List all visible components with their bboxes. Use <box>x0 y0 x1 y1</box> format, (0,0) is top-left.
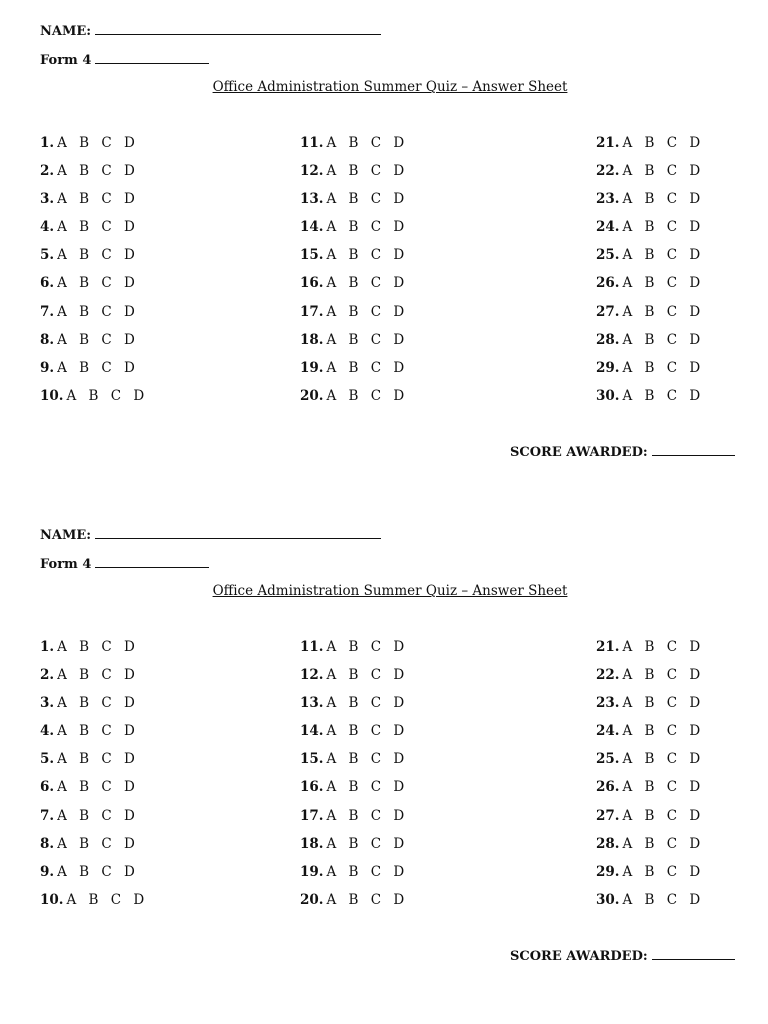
answer-options[interactable]: A B C D <box>326 359 409 376</box>
question-number: 8. <box>40 835 55 852</box>
answer-options[interactable]: A B C D <box>622 275 705 292</box>
form-blank[interactable] <box>95 555 209 568</box>
question-row <box>300 218 408 246</box>
question-row <box>40 274 148 302</box>
question-row <box>300 638 408 666</box>
question-row <box>40 807 148 835</box>
answer-options[interactable]: A B C D <box>66 387 149 404</box>
question-row <box>596 694 704 722</box>
question-row <box>596 134 704 162</box>
question-row <box>300 303 408 331</box>
answer-options[interactable]: A B C D <box>57 275 139 292</box>
sheet-title: Office Administration Summer Quiz – Answer Sheet <box>212 583 568 599</box>
question-number: 26. <box>596 779 620 796</box>
answer-options[interactable]: A B C D <box>326 779 409 796</box>
form-blank[interactable] <box>95 51 209 64</box>
question-row <box>300 694 408 722</box>
question-row <box>300 134 408 162</box>
answer-options[interactable]: A B C D <box>622 303 705 320</box>
question-number: 6. <box>40 275 55 292</box>
answer-options[interactable]: A B C D <box>622 163 705 180</box>
question-number: 26. <box>596 275 620 292</box>
answer-sheet <box>0 504 768 984</box>
question-number: 27. <box>596 807 620 824</box>
answer-options[interactable]: A B C D <box>57 359 139 376</box>
question-row <box>40 162 148 190</box>
question-row <box>40 638 148 666</box>
question-row <box>300 835 408 863</box>
question-row <box>596 863 704 891</box>
answer-options[interactable]: A B C D <box>326 723 409 740</box>
question-number: 7. <box>40 303 55 320</box>
question-number: 4. <box>40 723 55 740</box>
answer-options[interactable]: A B C D <box>326 891 409 908</box>
question-number: 9. <box>40 863 55 880</box>
question-number: 21. <box>596 639 620 655</box>
question-row <box>596 807 704 835</box>
question-number: 20. <box>300 891 324 908</box>
question-number: 2. <box>40 667 55 684</box>
answer-options[interactable]: A B C D <box>57 723 139 740</box>
question-number: 14. <box>300 219 324 236</box>
question-number: 12. <box>300 667 324 684</box>
question-number: 17. <box>300 807 324 824</box>
question-number: 21. <box>596 135 620 151</box>
question-number: 5. <box>40 247 55 264</box>
score-blank[interactable] <box>652 947 735 960</box>
question-row <box>596 331 704 359</box>
question-row <box>300 274 408 302</box>
answer-options[interactable]: A B C D <box>622 807 705 824</box>
question-row <box>300 359 408 387</box>
question-number: 29. <box>596 863 620 880</box>
question-column <box>40 638 148 919</box>
question-row <box>40 750 148 778</box>
answer-options[interactable]: A B C D <box>57 303 139 320</box>
question-row <box>40 863 148 891</box>
answer-options[interactable]: A B C D <box>57 191 139 208</box>
form-line <box>40 555 209 572</box>
answer-options[interactable]: A B C D <box>326 303 409 320</box>
question-number: 11. <box>300 639 324 655</box>
question-row <box>40 331 148 359</box>
answer-options[interactable]: A B C D <box>622 863 705 880</box>
question-row <box>596 666 704 694</box>
question-number: 23. <box>596 191 620 208</box>
score-line <box>510 947 735 964</box>
name-blank[interactable] <box>95 22 381 35</box>
answer-options[interactable]: A B C D <box>57 163 139 180</box>
name-label: NAME: <box>40 528 92 543</box>
question-number: 27. <box>596 303 620 320</box>
answer-options[interactable]: A B C D <box>57 667 139 684</box>
question-number: 13. <box>300 695 324 712</box>
answer-options[interactable]: A B C D <box>622 723 705 740</box>
question-row <box>40 387 148 415</box>
question-row <box>596 190 704 218</box>
question-number: 30. <box>596 891 620 908</box>
question-row <box>596 891 704 919</box>
question-row <box>300 778 408 806</box>
answer-options[interactable]: A B C D <box>326 835 409 852</box>
question-row <box>300 331 408 359</box>
question-column <box>300 134 408 415</box>
question-number: 28. <box>596 835 620 852</box>
answer-options[interactable]: A B C D <box>622 135 705 151</box>
question-number: 16. <box>300 779 324 796</box>
question-row <box>40 835 148 863</box>
question-row <box>40 694 148 722</box>
question-row <box>596 246 704 274</box>
question-number: 22. <box>596 163 620 180</box>
question-number: 25. <box>596 751 620 768</box>
answer-options[interactable]: A B C D <box>326 639 409 655</box>
question-row <box>596 387 704 415</box>
answer-options[interactable]: A B C D <box>57 751 139 768</box>
answer-options[interactable]: A B C D <box>57 135 139 151</box>
question-row <box>40 778 148 806</box>
answer-options[interactable]: A B C D <box>622 835 705 852</box>
answer-options[interactable]: A B C D <box>622 247 705 264</box>
question-row <box>300 807 408 835</box>
question-column <box>300 638 408 919</box>
question-row <box>40 218 148 246</box>
question-row <box>40 359 148 387</box>
question-number: 25. <box>596 247 620 264</box>
question-row <box>596 359 704 387</box>
question-number: 18. <box>300 331 324 348</box>
question-row <box>596 722 704 750</box>
answer-options[interactable]: A B C D <box>326 807 409 824</box>
answer-options[interactable]: A B C D <box>622 695 705 712</box>
question-row <box>40 666 148 694</box>
answer-options[interactable]: A B C D <box>57 247 139 264</box>
question-row <box>596 274 704 302</box>
question-row <box>596 303 704 331</box>
answer-options[interactable]: A B C D <box>326 163 409 180</box>
answer-options[interactable]: A B C D <box>326 135 409 151</box>
answer-options[interactable]: A B C D <box>66 891 149 908</box>
question-row <box>40 891 148 919</box>
answer-options[interactable]: A B C D <box>326 219 409 236</box>
question-column <box>596 638 704 919</box>
question-row <box>596 778 704 806</box>
question-row <box>40 303 148 331</box>
question-number: 8. <box>40 331 55 348</box>
answer-options[interactable]: A B C D <box>622 387 705 404</box>
answer-options[interactable]: A B C D <box>57 863 139 880</box>
question-row <box>596 218 704 246</box>
question-number: 4. <box>40 219 55 236</box>
question-number: 12. <box>300 163 324 180</box>
name-blank[interactable] <box>95 526 381 539</box>
sheet-title: Office Administration Summer Quiz – Answer Sheet <box>212 79 568 95</box>
question-row <box>596 835 704 863</box>
form-label: Form 4 <box>40 53 92 68</box>
question-number: 19. <box>300 359 324 376</box>
answer-options[interactable]: A B C D <box>326 863 409 880</box>
name-label: NAME: <box>40 24 92 39</box>
answer-options[interactable]: A B C D <box>326 331 409 348</box>
answer-options[interactable]: A B C D <box>326 667 409 684</box>
answer-options[interactable]: A B C D <box>622 191 705 208</box>
answer-options[interactable]: A B C D <box>622 891 705 908</box>
answer-options[interactable]: A B C D <box>622 751 705 768</box>
question-number: 10. <box>40 891 64 908</box>
name-line <box>40 526 381 543</box>
question-number: 10. <box>40 387 64 404</box>
question-number: 2. <box>40 163 55 180</box>
form-label: Form 4 <box>40 557 92 572</box>
question-number: 3. <box>40 191 55 208</box>
question-column <box>40 134 148 415</box>
score-blank[interactable] <box>652 443 735 456</box>
answer-options[interactable]: A B C D <box>57 807 139 824</box>
question-number: 1. <box>40 135 55 151</box>
question-number: 29. <box>596 359 620 376</box>
question-row <box>300 666 408 694</box>
question-number: 1. <box>40 639 55 655</box>
question-row <box>40 190 148 218</box>
question-number: 13. <box>300 191 324 208</box>
question-number: 22. <box>596 667 620 684</box>
question-number: 7. <box>40 807 55 824</box>
answer-options[interactable]: A B C D <box>622 639 705 655</box>
question-column <box>596 134 704 415</box>
answer-options[interactable]: A B C D <box>326 191 409 208</box>
answer-options[interactable]: A B C D <box>57 695 139 712</box>
score-line <box>510 443 735 460</box>
answer-options[interactable]: A B C D <box>326 751 409 768</box>
question-row <box>300 863 408 891</box>
question-number: 23. <box>596 695 620 712</box>
question-row <box>40 722 148 750</box>
question-number: 16. <box>300 275 324 292</box>
question-number: 24. <box>596 219 620 236</box>
question-row <box>300 246 408 274</box>
question-row <box>300 722 408 750</box>
question-number: 28. <box>596 331 620 348</box>
answer-options[interactable]: A B C D <box>622 359 705 376</box>
question-row <box>596 162 704 190</box>
answer-options[interactable]: A B C D <box>326 247 409 264</box>
question-row <box>40 246 148 274</box>
answer-options[interactable]: A B C D <box>326 275 409 292</box>
answer-options[interactable]: A B C D <box>57 835 139 852</box>
answer-options[interactable]: A B C D <box>57 331 139 348</box>
question-row <box>596 750 704 778</box>
answer-options[interactable]: A B C D <box>57 779 139 796</box>
answer-options[interactable]: A B C D <box>622 219 705 236</box>
question-number: 30. <box>596 387 620 404</box>
question-row <box>300 162 408 190</box>
question-row <box>300 750 408 778</box>
question-number: 20. <box>300 387 324 404</box>
answer-options[interactable]: A B C D <box>57 639 139 655</box>
question-number: 3. <box>40 695 55 712</box>
question-number: 19. <box>300 863 324 880</box>
question-number: 15. <box>300 247 324 264</box>
answer-options[interactable]: A B C D <box>622 331 705 348</box>
name-line <box>40 22 381 39</box>
question-row <box>300 190 408 218</box>
question-row <box>300 891 408 919</box>
score-label: SCORE AWARDED: <box>510 949 648 964</box>
question-number: 15. <box>300 751 324 768</box>
question-number: 11. <box>300 135 324 151</box>
question-number: 17. <box>300 303 324 320</box>
score-label: SCORE AWARDED: <box>510 445 648 460</box>
question-row <box>300 387 408 415</box>
answer-options[interactable]: A B C D <box>326 695 409 712</box>
answer-options[interactable]: A B C D <box>57 219 139 236</box>
form-line <box>40 51 209 68</box>
answer-options[interactable]: A B C D <box>326 387 409 404</box>
question-number: 14. <box>300 723 324 740</box>
answer-options[interactable]: A B C D <box>622 779 705 796</box>
question-row <box>40 134 148 162</box>
question-number: 6. <box>40 779 55 796</box>
answer-sheet <box>0 0 768 480</box>
question-number: 24. <box>596 723 620 740</box>
question-number: 5. <box>40 751 55 768</box>
question-row <box>596 638 704 666</box>
answer-options[interactable]: A B C D <box>622 667 705 684</box>
question-number: 9. <box>40 359 55 376</box>
question-number: 18. <box>300 835 324 852</box>
